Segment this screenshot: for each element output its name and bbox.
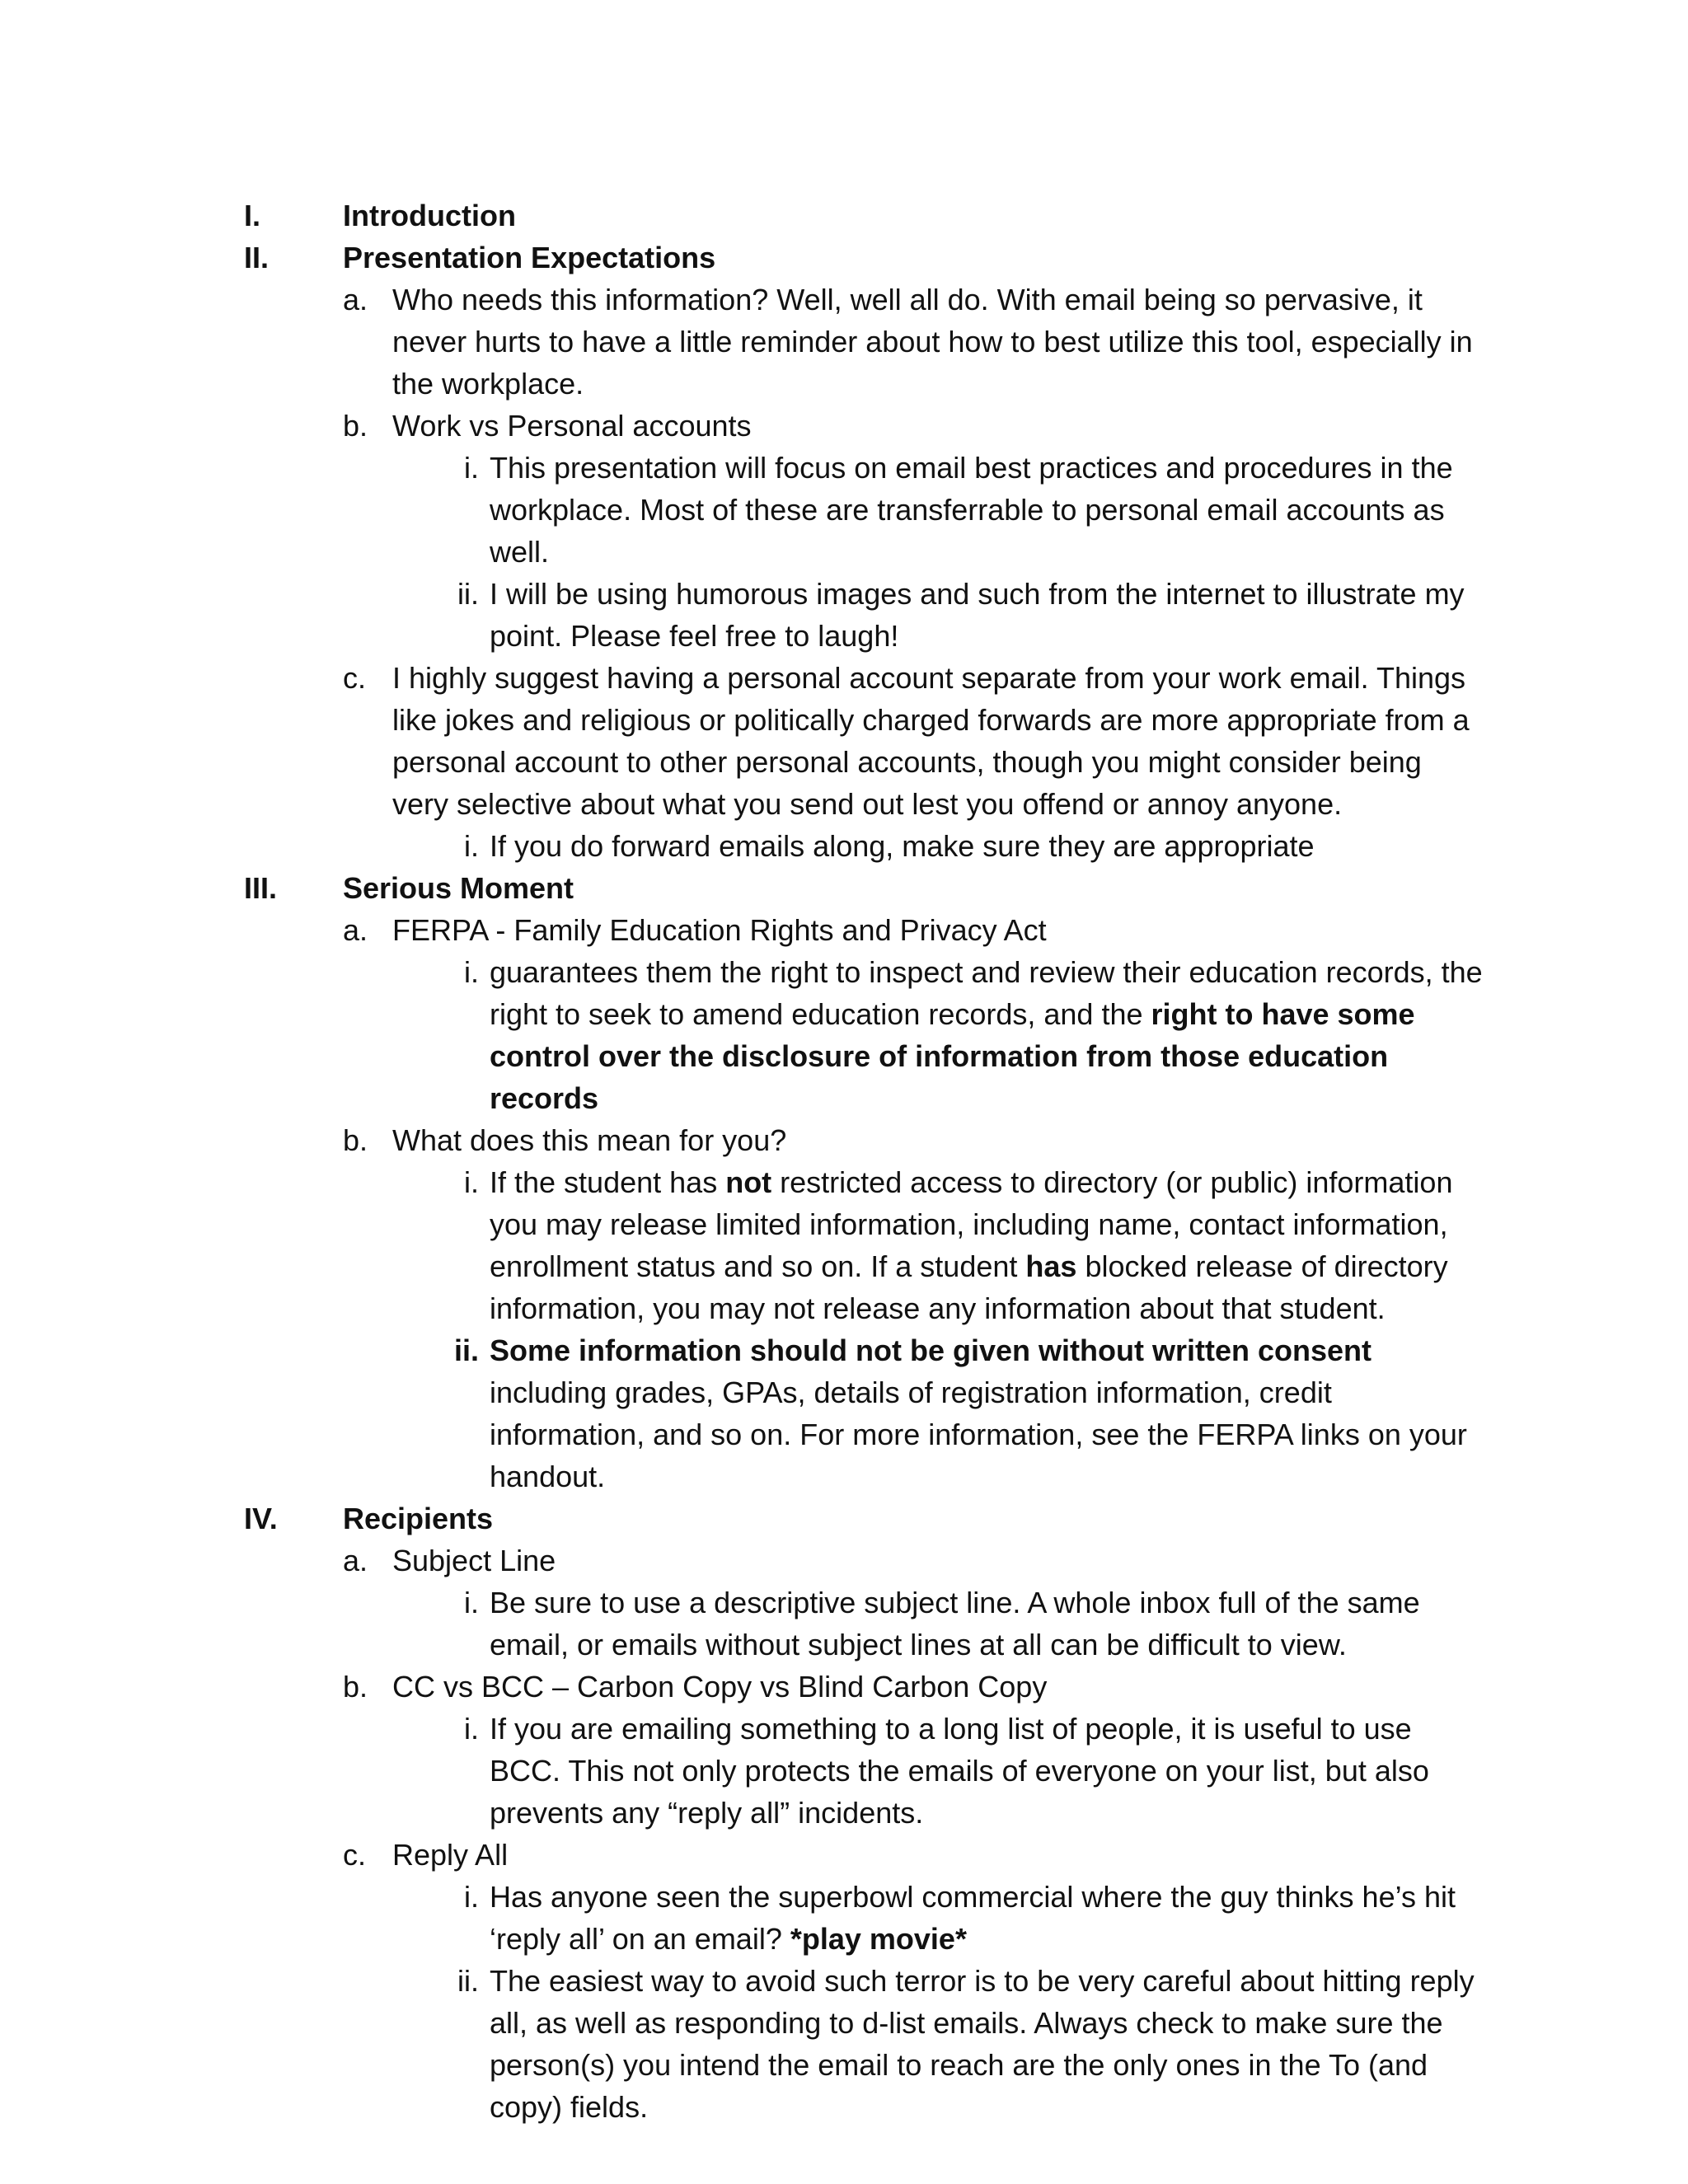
outline-item-level-1 bbox=[0, 194, 1688, 237]
outline-item-level-2 bbox=[0, 657, 1688, 825]
outline-marker: i. bbox=[464, 1586, 479, 1619]
outline-item-level-3 bbox=[0, 1582, 1688, 1666]
outline-marker: II. bbox=[244, 241, 270, 274]
outline-item-level-3 bbox=[0, 1708, 1688, 1834]
outline-text bbox=[490, 951, 1487, 1119]
outline-marker: IV. bbox=[244, 1502, 278, 1535]
outline-marker: i. bbox=[464, 1712, 479, 1746]
bold-text-run: Some information should not be given without written consent bbox=[490, 1333, 1372, 1367]
outline-marker: ii. bbox=[453, 1333, 479, 1367]
outline-marker: c. bbox=[343, 661, 367, 695]
outline-item-level-3 bbox=[0, 1329, 1688, 1497]
outline-item-level-3 bbox=[0, 1161, 1688, 1329]
outline-marker: i. bbox=[464, 955, 479, 989]
outline-text bbox=[490, 1329, 1487, 1497]
outline-item-level-3 bbox=[0, 1960, 1688, 2128]
text-run: restricted access to directory (or public) information you may release limited information, including name, contact information, enrollment status and so on. If a student bbox=[490, 1165, 1453, 1283]
outline-item-level-1 bbox=[0, 1497, 1688, 1540]
outline-item-level-2 bbox=[0, 405, 1688, 447]
outline-marker: ii. bbox=[457, 577, 479, 611]
outline-text: Who needs this information? Well, well all do. With email being so pervasive, it never hurts to have a little reminder about how to best utilize this tool, especially in the workplace. bbox=[392, 283, 1473, 401]
outline-item-level-3 bbox=[0, 447, 1688, 573]
outline-item-level-2 bbox=[0, 279, 1688, 405]
outline-marker: i. bbox=[464, 1165, 479, 1199]
outline-text: I will be using humorous images and such from the internet to illustrate my point. Please feel free to laugh! bbox=[490, 577, 1465, 653]
outline-marker: a. bbox=[343, 913, 368, 947]
outline-item-level-3 bbox=[0, 1876, 1688, 1960]
text-run: including grades, GPAs, details of registration information, credit information, and so on. For more information, see the FERPA links on your handout. bbox=[490, 1376, 1467, 1493]
bold-text-run: has bbox=[1025, 1249, 1077, 1283]
outline-item-level-3 bbox=[0, 825, 1688, 867]
outline-item-level-2 bbox=[0, 1540, 1688, 1582]
outline-marker: ii. bbox=[457, 1964, 479, 1998]
outline-text: CC vs BCC – Carbon Copy vs Blind Carbon Copy bbox=[392, 1670, 1048, 1704]
outline-text: Work vs Personal accounts bbox=[392, 409, 752, 443]
outline-text: Recipients bbox=[343, 1502, 494, 1535]
outline-text: If you are emailing something to a long list of people, it is useful to use BCC. This not only protects the emails of everyone on your list, but also prevents any “reply all” incidents. bbox=[490, 1712, 1429, 1830]
outline-item-level-2 bbox=[0, 909, 1688, 951]
outline-item-level-2 bbox=[0, 1119, 1688, 1161]
text-run: guarantees them the right to inspect and review their education records, the right to seek to amend education records, and the bbox=[490, 955, 1483, 1031]
bold-text-run: *play movie* bbox=[790, 1922, 967, 1956]
outline-text bbox=[490, 1161, 1487, 1329]
outline-text: Reply All bbox=[392, 1838, 509, 1872]
outline-text: This presentation will focus on email best practices and procedures in the workplace. Most of these are transferrable to personal email accounts as well. bbox=[490, 451, 1453, 569]
outline-item-level-1 bbox=[0, 867, 1688, 909]
bold-text-run: right to have some control over the disclosure of information from those education records bbox=[490, 997, 1415, 1115]
outline-marker: I. bbox=[244, 199, 261, 232]
outline-text: Subject Line bbox=[392, 1544, 556, 1577]
text-run: blocked release of directory information, you may not release any information about that student. bbox=[490, 1249, 1448, 1325]
outline-text: Serious Moment bbox=[343, 871, 574, 905]
outline-item-level-2 bbox=[0, 1666, 1688, 1708]
outline-marker: b. bbox=[343, 1670, 368, 1704]
outline-marker: III. bbox=[244, 871, 278, 905]
outline-text: If you do forward emails along, make sure they are appropriate bbox=[490, 829, 1315, 863]
outline-text: FERPA - Family Education Rights and Privacy Act bbox=[392, 913, 1047, 947]
outline-item-level-3 bbox=[0, 951, 1688, 1119]
outline-marker: i. bbox=[464, 829, 479, 863]
outline-item-level-1 bbox=[0, 237, 1688, 279]
outline-marker: c. bbox=[343, 1838, 367, 1872]
text-run: Has anyone seen the superbowl commercial where the guy thinks he’s hit ‘reply all’ on an email? bbox=[490, 1880, 1456, 1956]
outline-text: The easiest way to avoid such terror is to be very careful about hitting reply all, as well as responding to d-list emails. Always check to make sure the person(s) you intend the email to reach are the only ones in the To (and copy) fields. bbox=[490, 1964, 1475, 2124]
outline-marker: a. bbox=[343, 1544, 368, 1577]
bold-text-run: not bbox=[725, 1165, 772, 1199]
outline-marker: b. bbox=[343, 409, 368, 443]
outline-text: What does this mean for you? bbox=[392, 1123, 787, 1157]
outline-text: Introduction bbox=[343, 199, 516, 232]
outline-marker: a. bbox=[343, 283, 368, 316]
outline-item-level-3 bbox=[0, 573, 1688, 657]
outline-item-level-2 bbox=[0, 1834, 1688, 1876]
outline-marker: i. bbox=[464, 451, 479, 485]
outline-text: I highly suggest having a personal account separate from your work email. Things like jokes and religious or politically charged forwards are more appropriate from a personal account to other personal accounts, though you might consider being very selective about what you send out lest you offend or annoy anyone. bbox=[392, 661, 1470, 821]
outline-text bbox=[490, 1876, 1487, 1960]
outline-text: Be sure to use a descriptive subject line. A whole inbox full of the same email, or emails without subject lines at all can be difficult to view. bbox=[490, 1586, 1420, 1661]
text-run: If the student has bbox=[490, 1165, 726, 1199]
outline-marker: i. bbox=[464, 1880, 479, 1914]
outline-text: Presentation Expectations bbox=[343, 241, 716, 274]
outline-marker: b. bbox=[343, 1123, 368, 1157]
outline-list bbox=[0, 194, 1688, 2128]
